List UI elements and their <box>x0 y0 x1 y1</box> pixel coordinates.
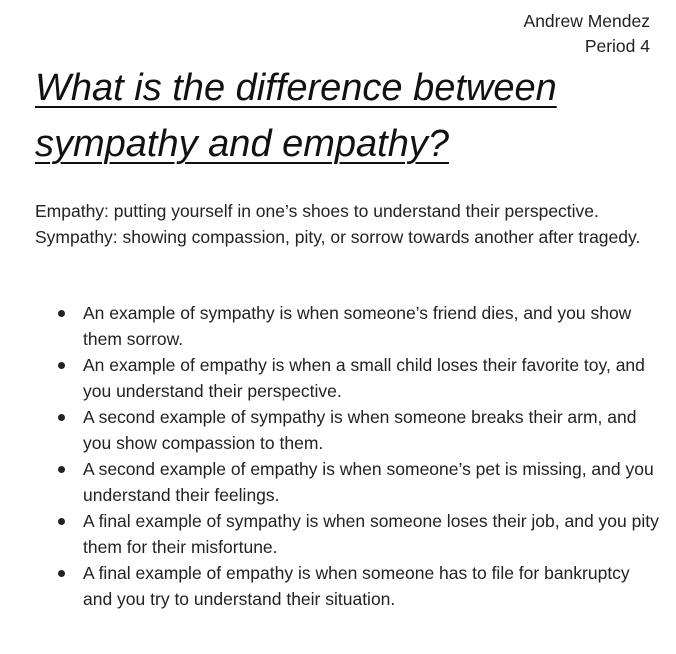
list-item-text: A second example of sympathy is when someone breaks their arm, and you show compassion to them. <box>83 407 637 453</box>
list-item-text: A second example of empathy is when someone’s pet is missing, and you understand their feelings. <box>83 459 654 505</box>
list-item-text: A final example of sympathy is when someone loses their job, and you pity them for their misfortune. <box>83 511 659 557</box>
list-item <box>56 300 660 352</box>
list-item <box>56 404 660 456</box>
list-item <box>56 352 660 404</box>
bullet-icon <box>58 414 65 421</box>
bullet-icon <box>58 310 65 317</box>
bullet-icon <box>58 362 65 369</box>
list-item-text: An example of empathy is when a small child loses their favorite toy, and you understand their perspective. <box>83 355 645 401</box>
list-item-text: An example of sympathy is when someone’s friend dies, and you show them sorrow. <box>83 303 632 349</box>
empathy-definition: Empathy: putting yourself in one’s shoes to understand their perspective. <box>35 201 599 221</box>
examples-list <box>56 300 660 612</box>
list-item-text: A final example of empathy is when someone has to file for bankruptcy and you try to understand their situation. <box>83 563 630 609</box>
bullet-icon <box>58 570 65 577</box>
sympathy-definition: Sympathy: showing compassion, pity, or sorrow towards another after tragedy. <box>35 227 641 247</box>
header-block <box>524 9 650 59</box>
bullet-icon <box>58 518 65 525</box>
author-name: Andrew Mendez <box>523 11 650 31</box>
definitions-block <box>35 198 660 250</box>
class-period: Period 4 <box>584 36 650 56</box>
bullet-icon <box>58 466 65 473</box>
page-title: What is the difference between sympathy and empathy? <box>35 67 557 165</box>
list-item <box>56 560 660 612</box>
list-item <box>56 508 660 560</box>
list-item <box>56 456 660 508</box>
